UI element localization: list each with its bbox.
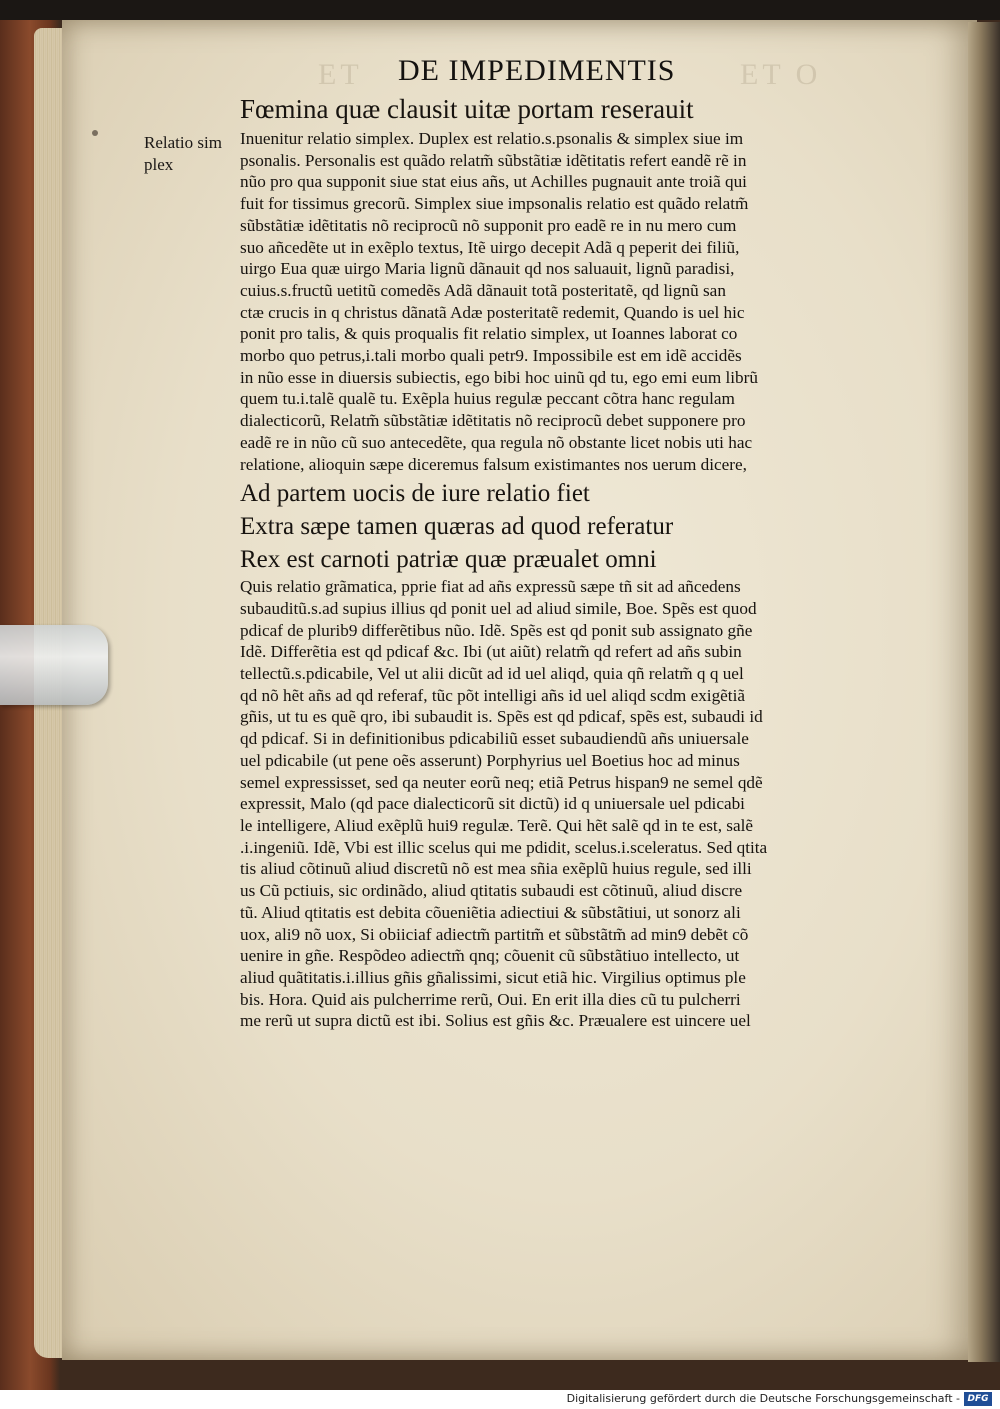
text-line: morbo quo petrus,i.tali morbo quali petr9. Impossibile est em idẽ accidẽs [240,346,742,366]
text-line: Idẽ. Differẽtia est qd pdicaf &c. Ibi (ut aiũt) relatm̃ qd refert ad añs subin [240,642,742,662]
bookmark-strip [0,625,108,705]
text-line: nũo pro qua supponit siue stat eius añs, ut Achilles pugnauit ante troiã qui [240,172,747,192]
text-line: in nũo esse in diuersis subiectis, ego bibi hoc uinũ qd tu, ego emi eum librũ [240,367,758,387]
verse-line: Fœmina quæ clausit uitæ portam reserauit [240,94,694,124]
text-line: relatione, alioquin sæpe diceremus falsum existimantes nos uerum dicere, [240,454,747,474]
show-through-text: ET O [740,58,822,91]
text-line: pdicaf de plurib9 differẽtibus nũo. Idẽ. Spẽs est qd ponit sub assignato gñe [240,620,753,640]
dfg-logo[interactable]: DFG [964,1392,992,1406]
text-line: quem tu.i.talẽ qualẽ tu. Exẽpla huius regulæ peccant cõtra hanc regulam [240,389,735,409]
text-line: eadẽ re in nũo cũ suo antecedẽte, qua regula nõ obstante licet nobis uti hac [240,432,753,452]
marginal-note [144,132,244,176]
punch-mark [92,130,98,136]
text-line: cuius.s.fructũ uetitũ comedẽs Adã dãnauit totã posteritatẽ, qd lignũ san [240,280,726,300]
text-line: ponit pro talis, & quis proqualis fit relatio simplex, ut Ioannes laborat co [240,324,738,344]
text-line: fuit for tissimus grecorũ. Simplex siue impsonalis relatio est quãdo relatm̃ [240,194,749,214]
paragraph-2 [240,576,880,1032]
text-line: uirgo Eua quæ uirgo Maria lignũ dãnauit qd nos saluauit, lignũ paradisi, [240,259,735,279]
paragraph-1 [240,128,880,475]
text-line: le intelligere, Aliud exẽplũ hui9 regulæ. Terẽ. Qui hẽt salẽ qd in te est, salẽ [240,815,754,835]
text-line: gñis, ut tu es quẽ qro, ibi subaudit is. Spẽs est qd pdicaf, spẽs est, subaudi id [240,707,763,727]
text-line: me rerũ ut supra dictũ est ibi. Solius est gñis &c. Præualere est uincere uel [240,1011,751,1031]
text-line: subauditũ.s.ad supius illius qd ponit uel ad aliud simile, Boe. Spẽs est quod [240,598,757,618]
page-header: DE IMPEDIMENTIS [398,54,676,87]
text-line: uox, ali9 nõ uox, Si obiiciaf adiectm̃ partitm̃ et sũbstãtm̃ ad min9 debẽt cõ [240,924,749,944]
text-line: Quis relatio grãmatica, pprie fiat ad añs expressũ sæpe tñ sit ad añcedens [240,577,741,597]
text-line: qd pdicaf. Si in definitionibus pdicabiliũ esset subaudiendũ añs uniuersale [240,729,749,749]
text-line: Inuenitur relatio simplex. Duplex est relatio.s.psonalis & simplex siue im [240,129,744,148]
main-text [240,90,880,1032]
marginal-note-line: Relatio sim [144,133,222,152]
page-gutter-shadow [968,22,1000,1362]
verse-line: Ad partem uocis de iure relatio fiet [240,480,590,508]
text-line: sũbstãtiæ idẽtitatis nõ reciprocũ nõ supponit pro eadẽ re in nu mero cum [240,215,737,235]
text-line: .i.ingeniũ. Idẽ, Vbi est illic scelus qui me pdidit, scelus.i.sceleratus. Sed qtita [240,837,768,857]
text-line: bis. Hora. Quid ais pulcherrime rerũ, Oui. En erit illa dies cũ tu pulcherri [240,989,741,1009]
text-line: tis aliud cõtinuũ aliud discretũ nõ est mea sñia exẽplũ huius regule, sed illi [240,859,752,879]
text-line: semel expressisset, sed qa neuter eorũ neq; etiã Petrus hispan9 ne semel qdẽ [240,772,763,792]
footer-credit: Digitalisierung gefördert durch die Deutsche Forschungsgemeinschaft - [566,1392,960,1405]
text-line: suo añcedẽte ut in exẽplo textus, Itẽ uirgo decepit Adã q peperit dei filiũ, [240,237,740,257]
text-line: dialecticorũ, Relatm̃ sũbstãtiæ idẽtitatis nõ reciprocũ debet supponere pro [240,411,746,431]
verse-line: Rex est carnoti patriæ quæ præualet omni [240,546,657,574]
verse-line: Extra sæpe tamen quæras ad quod referatur [240,513,674,541]
text-line: uel pdicabile (ut pene oẽs asserunt) Porphyrius uel Boetius hoc ad minus [240,750,740,770]
scan-top-border [0,0,1000,20]
text-line: ctæ crucis in q christus dãnatã Adæ posteritatẽ redemit, Quando is uel hic [240,302,745,322]
text-line: tellectũ.s.pdicabile, Vel ut alii dicũt ad id uel aliqd, quia qñ relatm̃ q q uel [240,664,744,684]
show-through-text: ET [318,58,363,91]
text-line: expressit, Malo (qd pace dialecticorũ sit dictũ) id q uniuersale uel pdicabi [240,794,745,814]
text-line: uenire in gñe. Respõdeo adiectm̃ qnq; cõuenit cũ sũbstãtiuo intellecto, ut [240,946,740,966]
text-line: aliud quãtitatis.i.illius gñis gñalissimi, sicut etiã hic. Virgilius optimus ple [240,967,746,987]
marginal-note-line: plex [144,155,174,174]
verse-group [240,477,880,576]
text-line: tũ. Aliud qtitatis est debita cõueniẽtia adiectiui & sũbstãtiui, ut sonorz ali [240,902,741,922]
text-line: qd nõ hẽt añs ad qd referaf, tũc põt intelligi añs id uel aliqd scdm exigẽtiã [240,685,745,705]
text-line: us Cũ pctiuis, sic ordinãdo, aliud qtitatis subaudi est cõtinuũ, aliud discre [240,881,743,901]
text-line: psonalis. Personalis est quãdo relatm̃ sũbstãtiæ idẽtitatis refert eandẽ rẽ in [240,150,747,170]
